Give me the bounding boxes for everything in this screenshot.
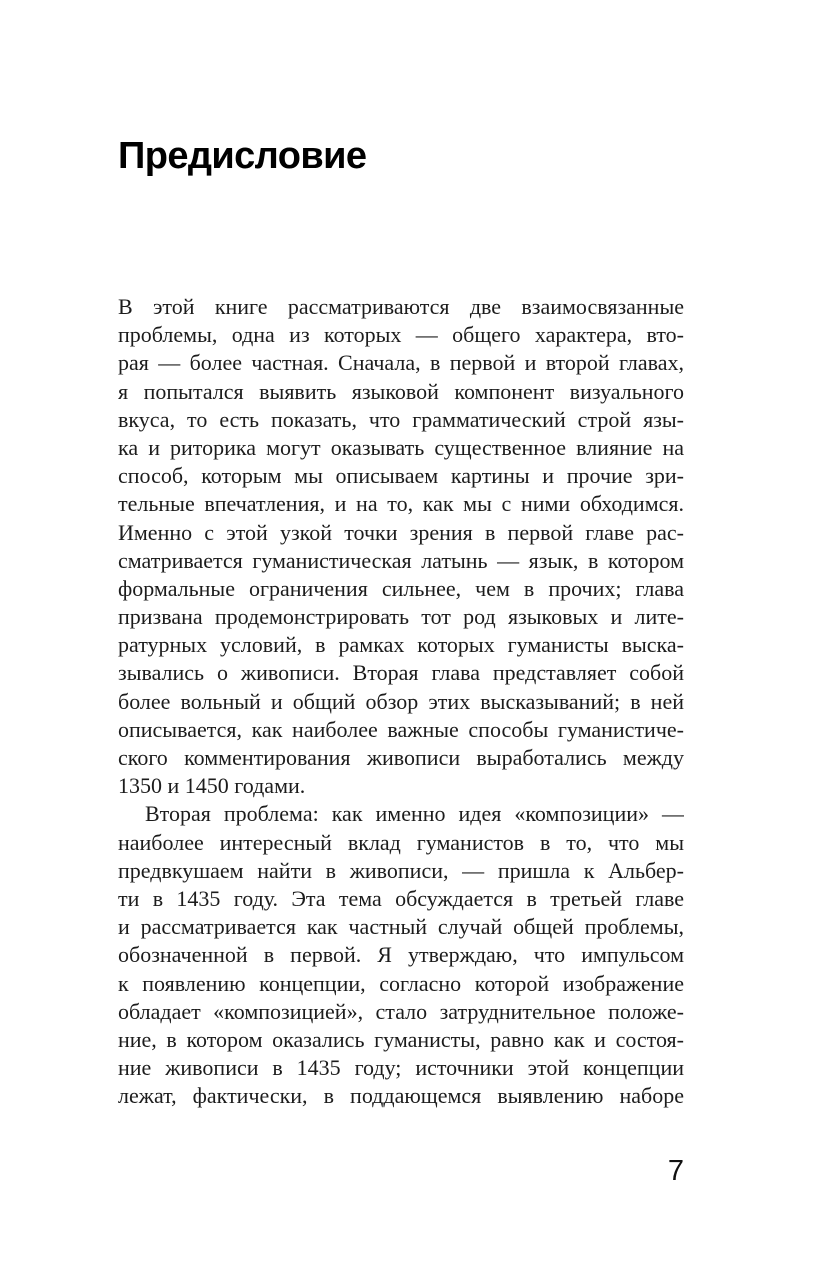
text-line: зывались о живописи. Вторая глава представляет собой	[118, 660, 684, 686]
text-line: ние, в котором оказались гуманисты, равно как и состоя-	[118, 1026, 684, 1052]
text-line: лежат, фактически, в поддающемся выявлению наборе	[118, 1083, 684, 1109]
text-line: 1350 и 1450 годами.	[118, 773, 306, 799]
text-line: призвана продемонстрировать тот род языковых и лите-	[118, 604, 684, 630]
text-line: Именно с этой узкой точки зрения в первой главе рас-	[118, 519, 684, 545]
text-line: ского комментирования живописи выработались между	[118, 745, 684, 770]
text-line: наиболее интересный вклад гуманистов в то, что мы	[118, 829, 684, 855]
text-line: предвкушаем найти в живописи, — пришла к Альбер-	[118, 857, 684, 883]
text-line: ка и риторика могут оказывать существенное влияние на	[118, 434, 684, 460]
text-line: В этой книге рассматриваются две взаимосвязанные	[118, 294, 684, 319]
page-number: 7	[667, 1155, 684, 1187]
text-line: вкуса, то есть показать, что грамматический строй язы-	[118, 406, 684, 432]
page-title: Предисловие	[118, 135, 367, 177]
text-line: ти в 1435 году. Эта тема обсуждается в третьей главе	[118, 885, 684, 911]
text-line: сматривается гуманистическая латынь — язык, в котором	[118, 547, 684, 573]
text-line: описывается, как наиболее важные способы гуманистиче-	[118, 716, 684, 742]
text-line: обозначенной в первой. Я утверждаю, что импульсом	[118, 942, 684, 968]
text-line: ратурных условий, в рамках которых гуманисты выска-	[118, 632, 684, 658]
text-line: и рассматривается как частный случай общей проблемы,	[118, 914, 684, 940]
text-line: проблемы, одна из которых — общего характера, вто-	[118, 322, 684, 348]
text-block	[118, 293, 684, 1110]
text-line: ние живописи в 1435 году; источники этой концепции	[118, 1055, 684, 1081]
text-line: Вторая проблема: как именно идея «композиции» —	[145, 801, 684, 827]
text-line: способ, которым мы описываем картины и прочие зри-	[118, 463, 684, 489]
text-line: я попытался выявить языковой компонент визуального	[118, 378, 684, 404]
text-line: формальные ограничения сильнее, чем в прочих; глава	[118, 575, 684, 601]
text-line: обладает «композицией», стало затруднительное положе-	[118, 998, 684, 1024]
text-line: тельные впечатления, и на то, как мы с ними обходимся.	[118, 491, 684, 517]
text-line: более вольный и общий обзор этих высказываний; в ней	[118, 688, 684, 714]
text-line: рая — более частная. Сначала, в первой и второй главах,	[118, 350, 684, 376]
text-line: к появлению концепции, согласно которой изображение	[118, 970, 684, 996]
